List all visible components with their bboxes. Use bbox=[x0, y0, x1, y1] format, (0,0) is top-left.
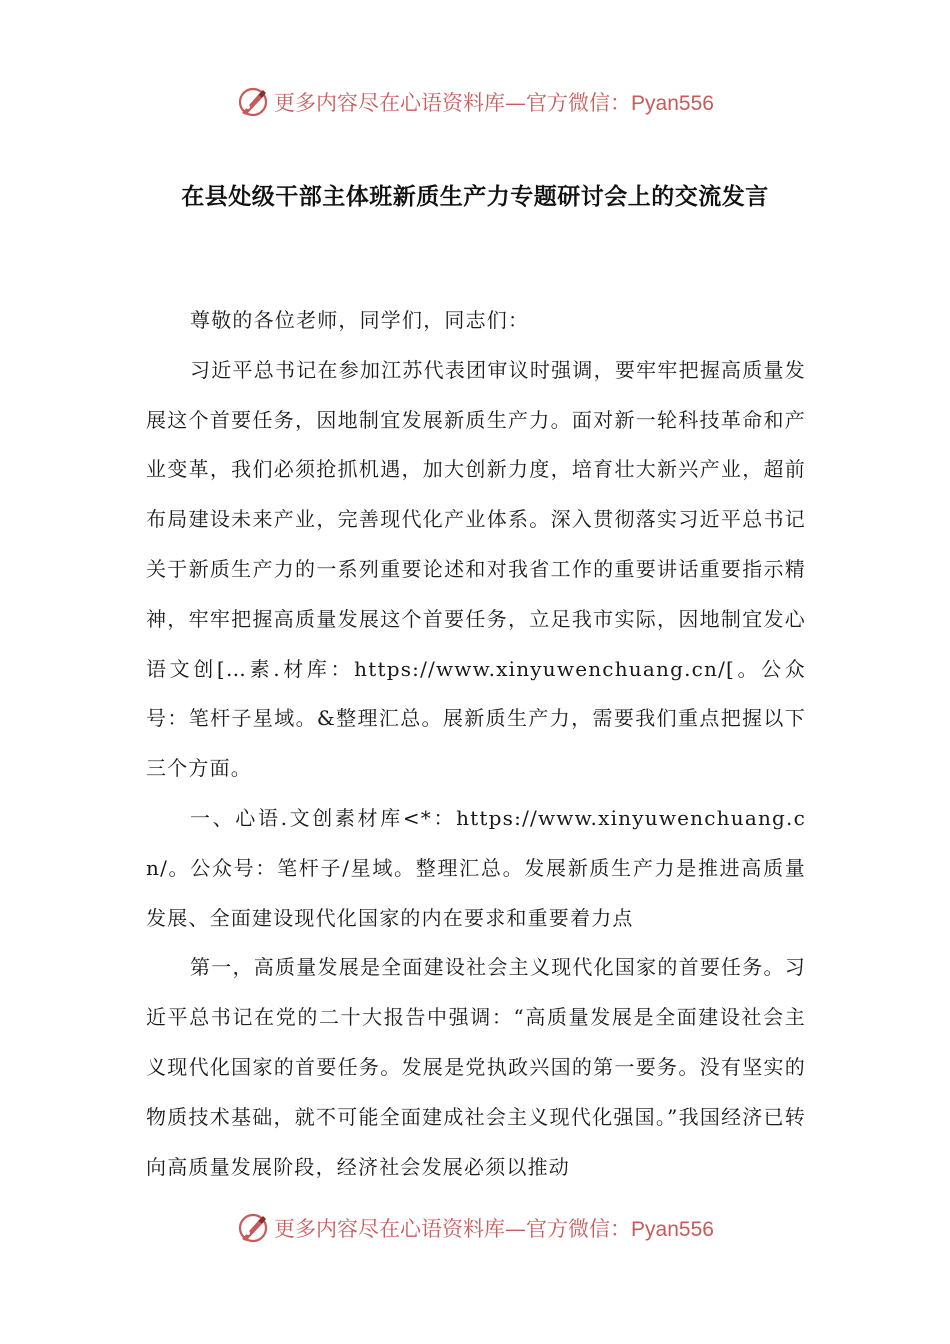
header-banner bbox=[0, 82, 950, 122]
banner-text bbox=[274, 87, 714, 117]
paragraph: 一、心语.文创素材库<*：https://www.xinyuwenchuang.cn/。公众号：笔杆子/星域。整理汇总。发展新质生产力是推进高质量发展、全面建设现代化国家的内在要求和重要着力点 bbox=[146, 805, 806, 930]
salutation: 尊敬的各位老师，同学们，同志们： bbox=[190, 308, 530, 332]
banner-wechat-id: Pyan556 bbox=[631, 1218, 714, 1241]
paragraph: 第一，高质量发展是全面建设社会主义现代化国家的首要任务。习近平总书记在党的二十大报告中强调：“高质量发展是全面建设社会主义现代化国家的首要任务。发展是党执政兴国的第一要务。没有坚实的物质技术基础，就不可能全面建成社会主义现代化强国。”我国经济已转向高质量发展阶段，经济社会发展必须以推动 bbox=[146, 955, 806, 1179]
pen-logo-icon bbox=[236, 85, 270, 119]
banner-text-cn: 更多内容尽在心语资料库—官方微信： bbox=[274, 91, 632, 115]
document-title: 在县处级干部主体班新质生产力专题研讨会上的交流发言 bbox=[181, 184, 769, 210]
banner-wechat-id: Pyan556 bbox=[631, 92, 714, 115]
pen-logo-icon bbox=[236, 1211, 270, 1245]
banner-text bbox=[274, 1213, 714, 1243]
document-body bbox=[146, 296, 806, 1192]
banner-text-cn: 更多内容尽在心语资料库—官方微信： bbox=[274, 1217, 632, 1241]
paragraph: 习近平总书记在参加江苏代表团审议时强调，要牢牢把握高质量发展这个首要任务，因地制宜发展新质生产力。面对新一轮科技革命和产业变革，我们必须抢抓机遇，加大创新力度，培育壮大新兴产业，超前布局建设未来产业，完善现代化产业体系。深入贯彻落实习近平总书记关于新质生产力的一系列重要论述和对我省工作的重要讲话重要指示精神，牢牢把握高质量发展这个首要任务，立足我市实际，因地制宜发心语文创[…素.材库：https://www.xinyuwenchuang.cn/[。公众号：笔杆子星域。&整理汇总。展新质生产力，需要我们重点把握以下三个方面。 bbox=[146, 357, 806, 781]
footer-banner bbox=[0, 1208, 950, 1248]
